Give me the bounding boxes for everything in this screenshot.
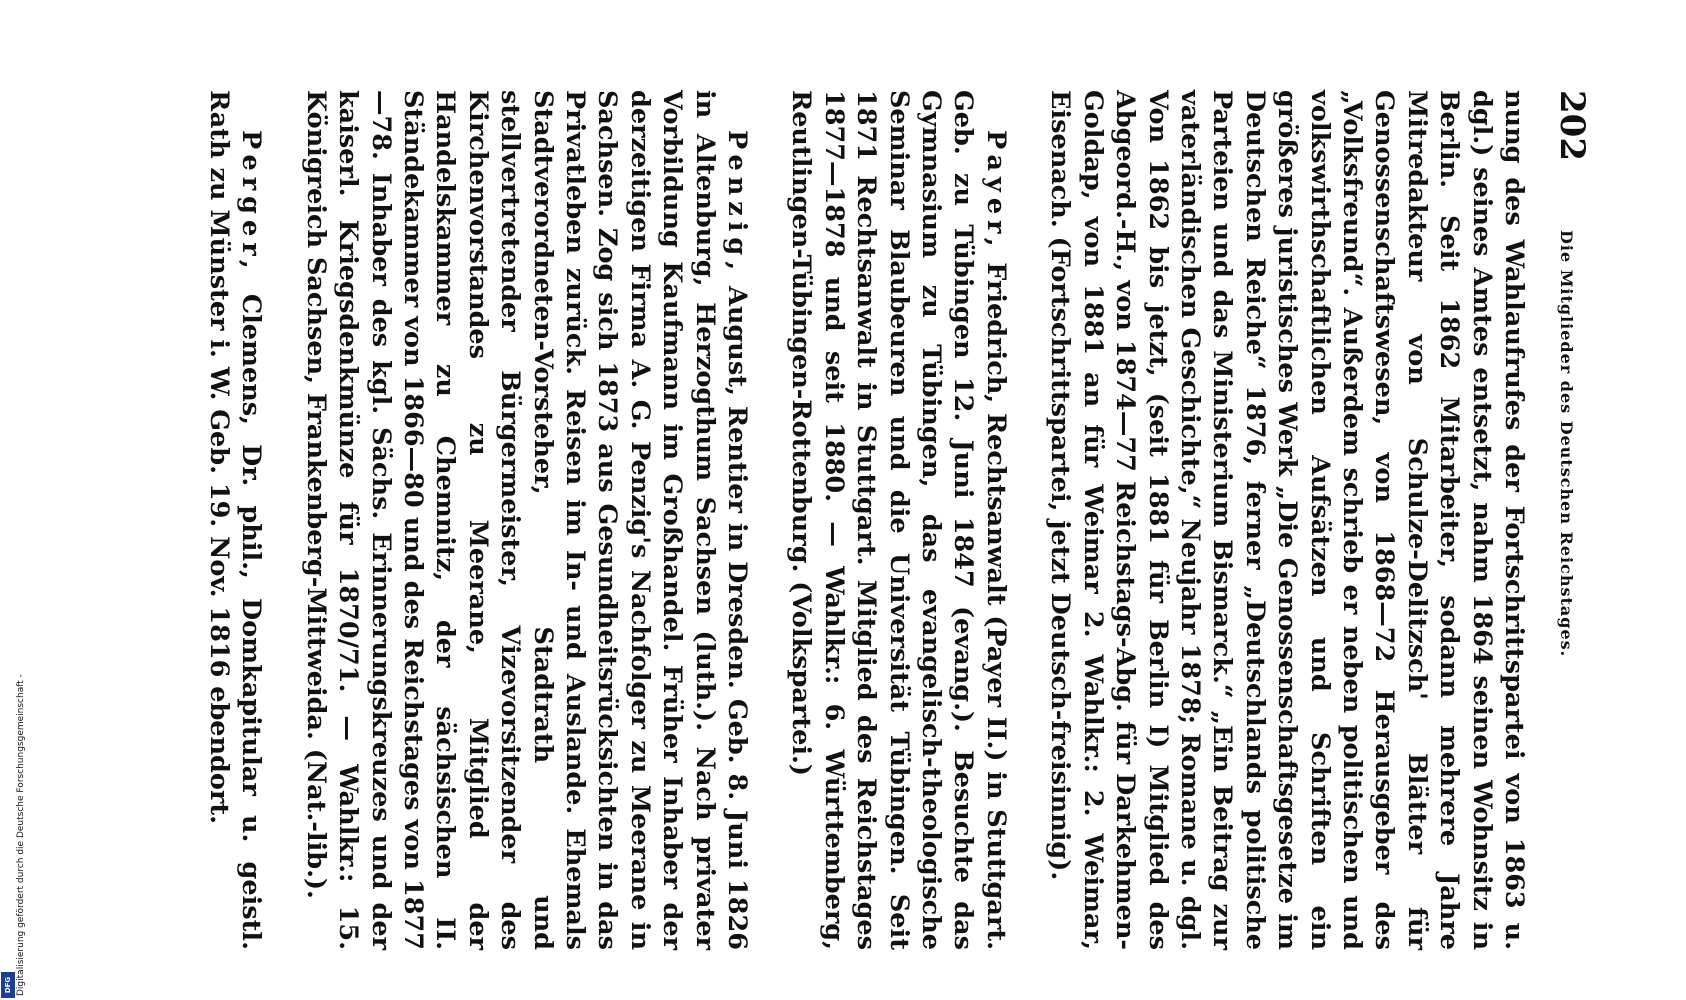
entry-text: Clemens, Dr. phil., Domkapitular u. geistl. Rath zu Münster i. W. Geb. 19. Nov. 1816 ebendort. xyxy=(203,90,267,950)
entry-penzig xyxy=(299,90,753,950)
credit-text: Digitalisierung gefördert durch die Deutsche Forschungsgemeinschaft - xyxy=(16,674,26,996)
dfg-logo xyxy=(1,972,15,998)
entry-name: Penzig, xyxy=(722,130,753,277)
entry-text: August, Rentier in Dresden. Geb. 8. Juni 1826 in Altenburg, Herzogthum Sachsen (luth.). Nach privater Vorbildung Kaufmann im Großhandel. Früher Inhaber der derzeitigen Firma A. G. Penzig's Nachfolger zu Meerane in Sachsen. Zog sich 1873 aus Gesundheitsrücksichten in das Privatleben zurück. Reisen im In- und Auslande. Ehemals Stadtverordneten-Vorsteher, Stadtrath und stellvertretender Bürgermeister, Vizevorsitzender des Kirchenvorstandes zu Meerane, Mitglied der Handelskammer zu Chemnitz, der sächsischen II. Ständekammer von 1866—80 und des Reichstages von 1877—78. Inhaber des kgl. Sächs. Erinnerungskreuzes und der kaiserl. Kriegsdenkmünze für 1870/71. — Wahlkr.: 15. Königreich Sachsen, Frankenberg-Mittweida. (Nat.-lib.). xyxy=(300,90,753,950)
entry-name: Perger, xyxy=(236,130,267,275)
entry-name: Payer, xyxy=(980,130,1011,253)
entry-payer xyxy=(785,90,1012,950)
page-header xyxy=(1534,80,1592,960)
entry-text: nung des Wahlaufrufes der Fortschrittspartei von 1863 u. dgl.) seines Amtes entsetzt, nahm 1864 seinen Wohnsitz in Berlin. Seit 1862 Mitarbeiter, sodann mehrere Jahre Mitredakteur von Schulze-Delitzsch' Blätter für Genossenschaftswesen, von 1868—72 Herausgeber des „Volksfreund“. Außerdem schrieb er neben politischen und volkswirthschaftlichen Aufsätzen und Schriften ein größeres juristisches Werk „Die Genossenschaftsgesetze im Deutschen Reiche“ 1876, ferner „Deutschlands politische Parteien und das Ministerium Bismarck.“ „Ein Beitrag zur vaterländischen Geschichte,“ Neujahr 1878; Romane u. dgl. Von 1862 bis jetzt, (seit 1881 für Berlin I) Mitglied des Abgeord.-H., von 1874—77 Reichstags-Abg. für Darkehmen-Goldap, von 1881 an für Weimar 2. Wahlkr.: 2. Weimar, Eisenach. (Fortschrittspartei, jetzt Deutsch-freisinnig). xyxy=(1045,90,1529,950)
entry-text: Friedrich, Rechtsanwalt (Payer II.) in Stuttgart. Geb. zu Tübingen 12. Juni 1847 (evang.). Besuchte das Gymnasium zu Tübingen, das evangelisch-theologische Seminar Blaubeuren und die Universität Tübingen. Seit 1871 Rechtsanwalt in Stuttgart. Mitglied des Reichstages 1877—1878 und seit 1880. — Wahlkr.: 6. Württemberg, Reutlingen-Tübingen-Rottenburg. (Volkspartei.) xyxy=(786,90,1011,950)
page-number: 202 xyxy=(1552,90,1592,161)
page-body xyxy=(203,80,1534,960)
entry-perger xyxy=(203,90,268,950)
digitization-credit xyxy=(2,560,26,1000)
running-head: Die Mitglieder des Deutschen Reichstages. xyxy=(1557,230,1576,658)
rotated-text-block xyxy=(112,80,1592,960)
dfg-logo-text: DFG xyxy=(4,976,12,994)
entry-continuation xyxy=(1044,90,1530,950)
